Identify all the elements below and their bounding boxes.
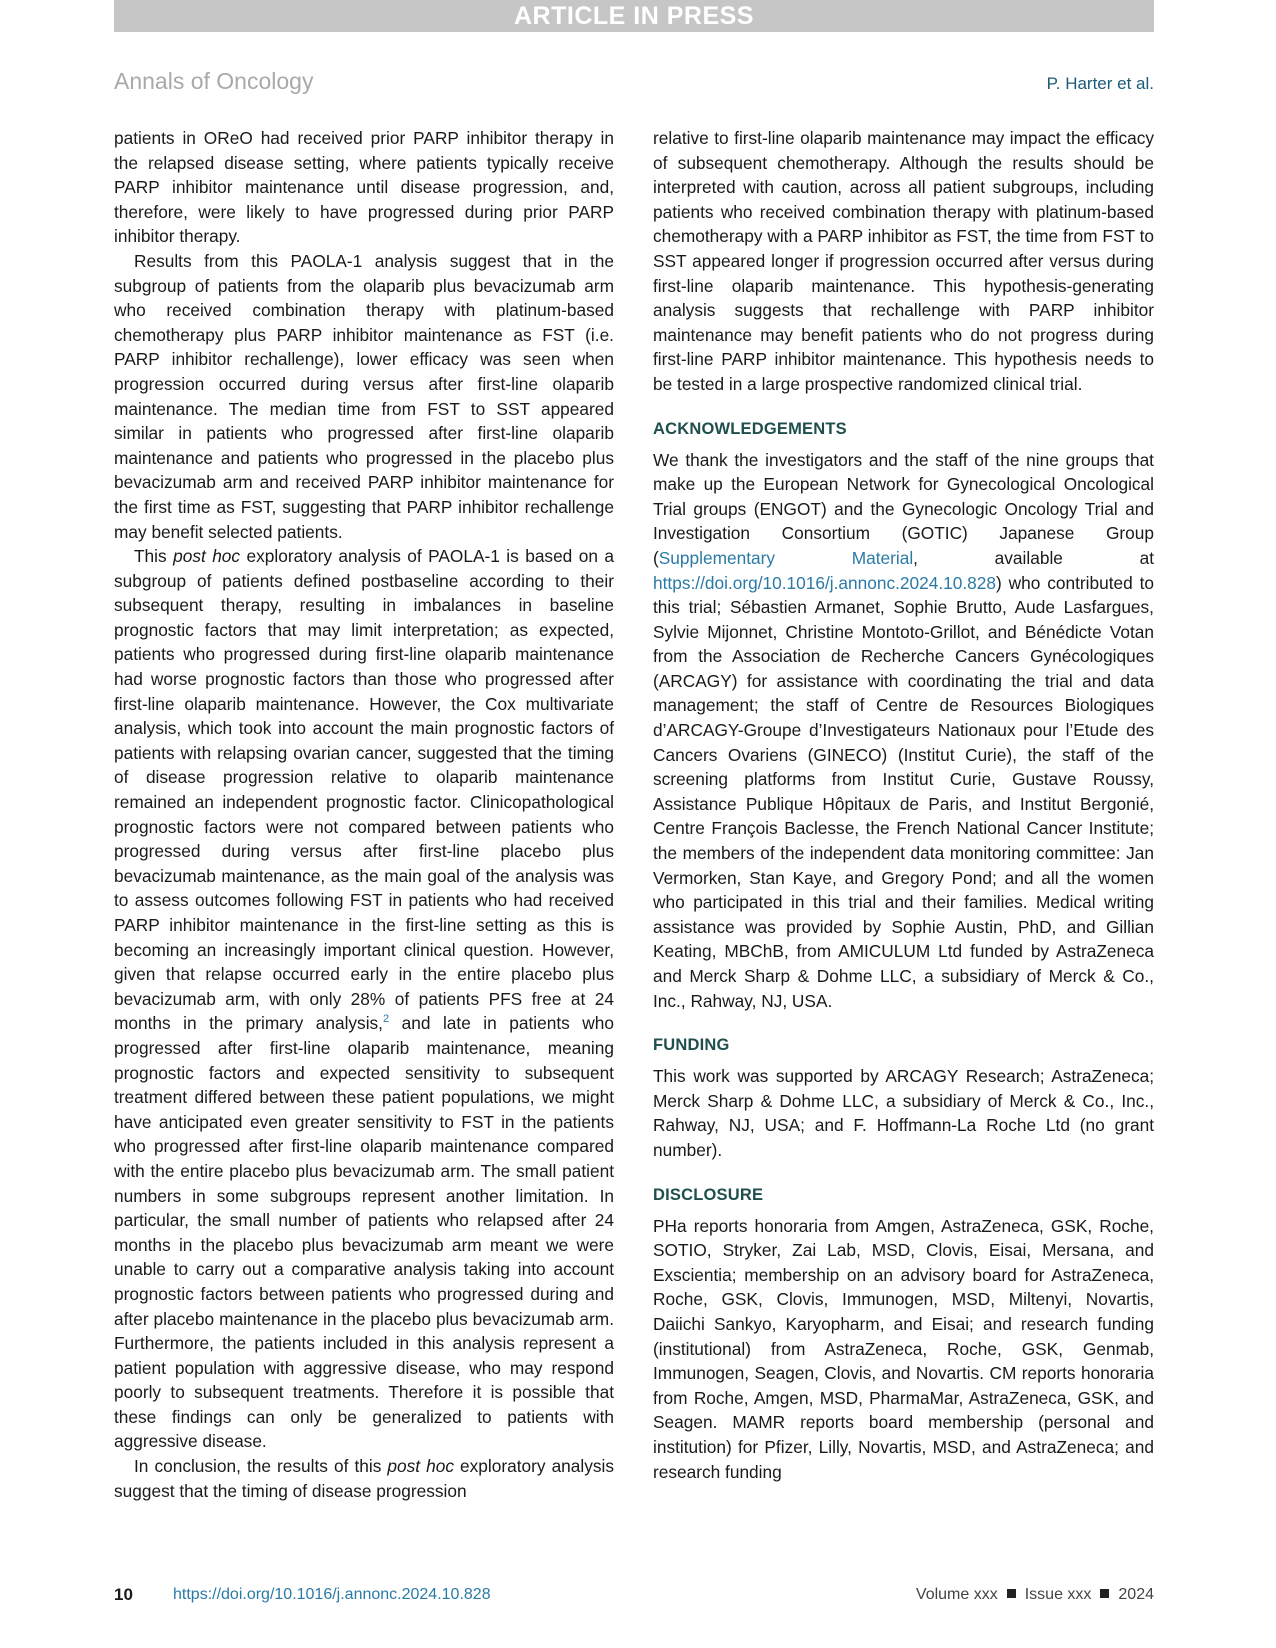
acknowledgements-heading: ACKNOWLEDGEMENTS xyxy=(653,419,847,438)
text-run: , available at xyxy=(913,547,1155,568)
funding-heading: FUNDING xyxy=(653,1036,730,1055)
volume-issue-year xyxy=(916,1586,1154,1604)
page-number: 10 xyxy=(114,1585,133,1604)
paragraph-limitations xyxy=(114,544,614,1454)
supplementary-material-link[interactable]: Supplementary Material xyxy=(658,547,914,568)
text-run: This xyxy=(134,546,174,567)
spacer xyxy=(653,397,1154,417)
footer-doi-link[interactable]: https://doi.org/10.1016/j.annonc.2024.10.828 xyxy=(173,1586,491,1603)
right-column xyxy=(653,126,1154,1484)
funding-text: This work was supported by ARCAGY Research; AstraZeneca; Merck Sharp & Dohme LLC, a subsidiary of Merck & Co., Inc., Rahway, NJ, USA; and F. Hoffmann-La Roche Ltd (no grant number). xyxy=(653,1066,1154,1160)
page-footer xyxy=(114,1585,1154,1607)
doi-link[interactable]: https://doi.org/10.1016/j.annonc.2024.10.828 xyxy=(653,572,997,593)
spacer xyxy=(653,1207,1154,1214)
year-label: 2024 xyxy=(1118,1586,1154,1603)
emphasis-post-hoc: post hoc xyxy=(387,1456,454,1477)
paragraph-results: Results from this PAOLA-1 analysis suggest that in the subgroup of patients from the olaparib plus bevacizumab arm who received combination therapy with platinum-based chemotherapy plus PARP inhibitor maintenance as FST (i.e. PARP inhibitor rechallenge), lower efficacy was seen when progression occurred during versus after first-line olaparib maintenance. The median time from FST to SST appeared similar in patients who progressed after first-line olaparib maintenance and patients who progressed in the placebo plus bevacizumab arm and received PARP inhibitor maintenance for the first time as FST, suggesting that PARP inhibitor rechallenge may benefit selected patients. xyxy=(114,250,614,542)
paragraph-conclusion-cont: relative to first-line olaparib maintenance may impact the efficacy of subsequent chemotherapy. Although the results should be interpreted with caution, across all patient subgroups, including patients who received combination therapy with platinum-based chemotherapy with a PARP inhibitor as FST, the time from FST to SST appeared longer if progression occurred after versus during first-line olaparib maintenance. This hypothesis-generating analysis suggests that rechallenge with PARP inhibitor maintenance may benefit patients who do not progress during first-line PARP inhibitor maintenance. This hypothesis needs to be tested in a large prospective randomized clinical trial. xyxy=(653,128,1154,394)
text-run: We thank the investigators and the staff of the nine groups that make up the European Network for Gynecological Oncological Trial groups (ENGOT) and the Gynecologic Oncology Trial and Investigation Consortium (GOTIC) Japanese Group ( xyxy=(653,449,1154,568)
text-run: exploratory analysis suggest that the timing of disease progression xyxy=(114,1456,615,1501)
running-head-authors: P. Harter et al. xyxy=(1046,74,1154,93)
article-in-press-banner: ARTICLE IN PRESS xyxy=(114,0,1154,32)
spacer xyxy=(653,1013,1154,1033)
acknowledgements-text xyxy=(653,448,1154,1014)
reference-link[interactable]: 2 xyxy=(382,1013,390,1026)
square-separator-icon xyxy=(1007,1589,1016,1598)
square-separator-icon xyxy=(1100,1589,1109,1598)
spacer xyxy=(653,1057,1154,1064)
text-run: ) who contributed to this trial; Sébastien Armanet, Sophie Brutto, Aude Lasfargues, Sylvie Mijonnet, Christine Montoto-Grillot, and Bénédicte Votan from the Association de Recherche Cancers Gynécologiques (ARCAGY) for assistance with coordinating the trial and data management; the staff of Centre de Resources Biologiques d’ARCAGY-Groupe d’Investigateurs Nationaux pour l’Etude des Cancers Ovariens (GINECO) (Institut Curie), the staff of the screening platforms from Institut Curie, Gustave Roussy, Assistance Publique Hôpitaux de Paris, and Institut Bergonié, Centre François Baclesse, the French National Cancer Institute; the members of the independent data monitoring committee: Jan Vermorken, Stan Kaye, and Gregory Pond; and all the women who participated in this trial and their families. Medical writing assistance was provided by Sophie Austin, PhD, and Gillian Keating, MBChB, from AMICULUM Ltd funded by AstraZeneca and Merck Sharp & Dohme LLC, a subsidiary of Merck & Co., Inc., Rahway, NJ, USA. xyxy=(653,572,1154,1011)
left-column xyxy=(114,126,614,1503)
paragraph-conclusion xyxy=(114,1454,614,1503)
text-run: exploratory analysis of PAOLA-1 is based on a subgroup of patients defined postbaseline according to their subsequent therapy, resulting in imbalances in baseline prognostic factors that may limit interpretation; as expected, patients who progressed during first-line olaparib maintenance had worse prognostic factors than those who progressed after first-line olaparib maintenance. However, the Cox multivariate analysis, which took into account the main prognostic factors of patients with relapsing ovarian cancer, suggested that the timing of disease progression relative to olaparib maintenance remained an independent prognostic factor. Clinicopathological prognostic factors were not compared between patients who progressed during versus after first-line placebo plus bevacizumab maintenance, as the main goal of the analysis was to assess outcomes following FST in patients who had received PARP inhibitor maintenance in the first-line setting as this is becoming an increasingly important clinical question. However, given that relapse occurred early in the entire placebo plus bevacizumab arm, with only 28% of patients PFS free at 24 months in the primary analysis, xyxy=(114,546,615,1034)
spacer xyxy=(653,1163,1154,1183)
text-run: and late in patients who progressed after first-line olaparib maintenance, meaning prognostic factors and expected sensitivity to subsequent treatment differed between these patient populations, we might have anticipated even greater sensitivity to FST in the patients who progressed after first-line olaparib maintenance compared with the entire placebo plus bevacizumab arm. The small patient numbers in some subgroups represent another limitation. In particular, the small number of patients who relapsed after 24 months in the placebo plus bevacizumab arm meant we were unable to carry out a comparative analysis taking into account prognostic factors between patients who progressed during and after placebo maintenance in the placebo plus bevacizumab arm. Furthermore, the patients included in this analysis represent a patient population with aggressive disease, who may respond poorly to subsequent treatments. Therefore it is possible that these findings can only be generalized to patients with aggressive disease. xyxy=(114,1013,614,1452)
text-run: In conclusion, the results of this xyxy=(134,1456,388,1477)
spacer xyxy=(653,441,1154,448)
emphasis-post-hoc: post hoc xyxy=(173,546,241,567)
paragraph-oreo: patients in OReO had received prior PARP inhibitor therapy in the relapsed disease setting, where patients typically receive PARP inhibitor maintenance until disease progression, and, therefore, were likely to have progressed during prior PARP inhibitor therapy. xyxy=(114,128,614,247)
journal-title: Annals of Oncology xyxy=(114,68,314,94)
volume-label: Volume xxx xyxy=(915,1586,998,1603)
disclosure-text: PHa reports honoraria from Amgen, AstraZeneca, GSK, Roche, SOTIO, Stryker, Zai Lab, MSD, Clovis, Eisai, Mersana, and Exscientia; membership on an advisory board for AstraZeneca, Roche, GSK, Clovis, Immunogen, MSD, Miltenyi, Novartis, Daiichi Sankyo, Karyopharm, and Eisai; and research funding (institutional) from AstraZeneca, Roche, GSK, Genmab, Immunogen, Seagen, Clovis, and Novartis. CM reports honoraria from Roche, Amgen, MSD, PharmaMar, AstraZeneca, GSK, and Seagen. MAMR reports board membership (personal and institution) for Pfizer, Lilly, Novartis, MSD, and AstraZeneca; and research funding xyxy=(653,1215,1154,1482)
issue-label: Issue xxx xyxy=(1024,1586,1092,1603)
disclosure-heading: DISCLOSURE xyxy=(653,1185,764,1204)
